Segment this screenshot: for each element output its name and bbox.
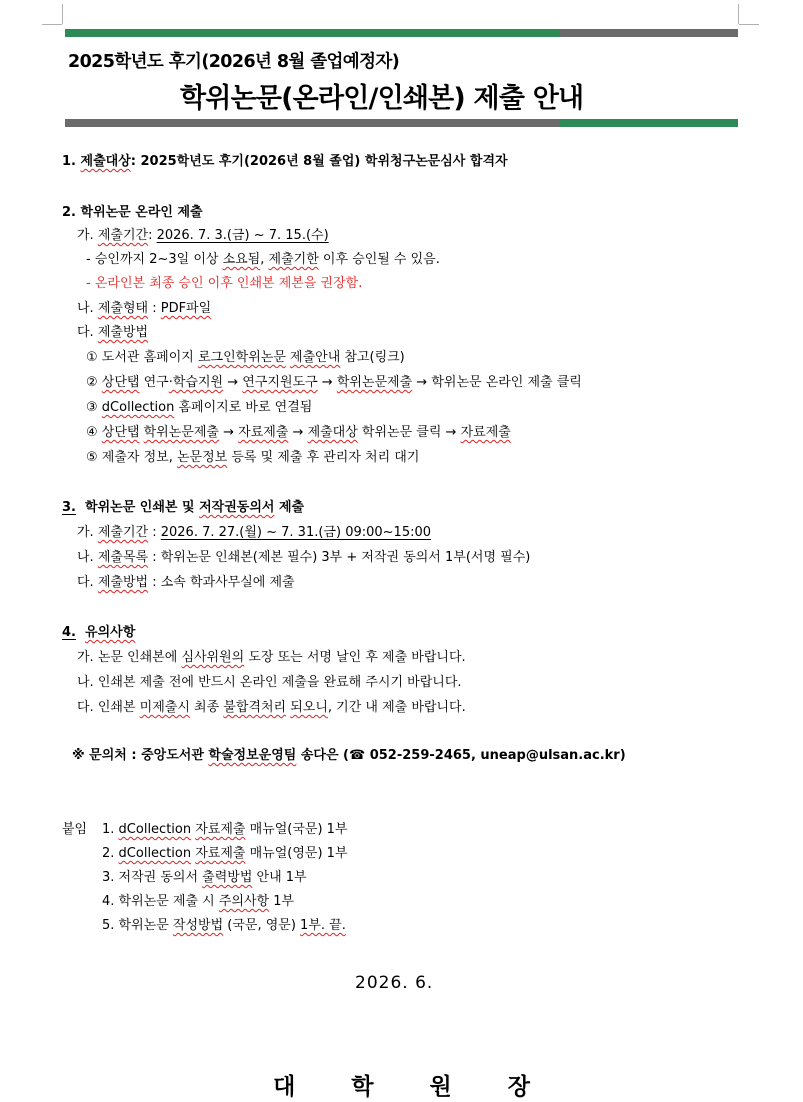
contact-text: 송다은 ( [296, 748, 349, 763]
step-text: 상단탭 [101, 375, 140, 390]
attachment-text: 주의사항 [218, 894, 270, 909]
crop-mark [42, 24, 62, 25]
step-text: ⑤ 제출자 정보, [86, 450, 177, 465]
online-form-value: PDF파일 [160, 301, 212, 316]
heading-text: 제출 [274, 500, 305, 515]
notice-item-2: 나. 인쇄본 제출 전에 반드시 온라인 제출을 완료해 주시기 바랍니다. [77, 675, 462, 690]
online-period-value: 2026. 7. 3.(금) ~ 7. 15.(수) [156, 228, 329, 243]
step-text: 연구지원도구 [242, 375, 318, 390]
attachment-item-4 [102, 890, 294, 909]
step-text: → [223, 375, 243, 390]
contact-phone-email: 052-259-2465, uneap@ulsan.ac.kr) [365, 748, 626, 763]
attachment-label: 붙임 [62, 822, 88, 837]
attachment-text: 3. 저작권 동의서 [102, 870, 203, 885]
method-step-5 [86, 446, 419, 465]
header-bar-top-green [65, 29, 560, 37]
print-method-row [77, 571, 295, 590]
crop-mark [739, 24, 759, 25]
method-step-1 [86, 346, 405, 365]
note-text: 소요됨 [222, 252, 261, 267]
signature-char: 장 [507, 1073, 530, 1100]
signature-char: 원 [429, 1073, 452, 1100]
item-prefix: 다. [77, 575, 94, 590]
attachment-text: 자료제출 [195, 846, 246, 861]
notice-text: 도장 또는 서명 날인 후 제출 바랍니다. [244, 650, 466, 665]
online-period-label: 제출기간 [97, 228, 149, 243]
step-text: → [218, 425, 239, 440]
attachment-item-5 [102, 914, 346, 933]
heading-text: 저작권동의서 [199, 500, 275, 515]
separator: : [148, 301, 161, 316]
step-text: dCollection [101, 400, 175, 415]
notice-text: 불합격처리 [223, 700, 287, 715]
step-text: 연구 [139, 375, 169, 390]
attachment-text: 안내 1부 [252, 870, 307, 885]
document-title: 학위논문(온라인/인쇄본) 제출 안내 [180, 83, 584, 114]
notice-text: 가. 논문 인쇄본에 [77, 650, 182, 665]
attachment-text: 자료제출 [195, 822, 246, 837]
attachment-text: 출력방법 [202, 870, 253, 885]
signature-char: 학 [351, 1073, 374, 1100]
attachment-text: 매뉴얼(영문) 1부 [245, 846, 348, 861]
note-text: , [260, 252, 269, 267]
attachment-text: 4. 학위논문 제출 시 [102, 894, 219, 909]
crop-mark [62, 4, 63, 24]
attachment-text: dCollection [118, 846, 192, 861]
section-3-number: 3. [62, 500, 76, 515]
method-step-3 [86, 396, 312, 415]
item-prefix: 나. [77, 550, 94, 565]
step-text: → [317, 375, 337, 390]
section-1-number: 1. [62, 154, 76, 169]
online-period-row: 가. 제출기간: 2026. 7. 3.(금) ~ 7. 15.(수) [77, 228, 329, 243]
step-text: ·학습지원 [168, 375, 224, 390]
header-bar-top-gray [560, 29, 738, 37]
step-text: 학위논문 클릭 → [357, 425, 461, 440]
notice-text: , 기간 내 제출 바랍니다. [327, 700, 466, 715]
notice-item-3 [77, 696, 466, 715]
attachment-text: 1부. 끝. [300, 918, 346, 933]
target-text: : 2025학년도 후기(2026년 8월 졸업) 학위청구논문심사 합격자 [130, 154, 508, 169]
method-step-4 [86, 421, 511, 440]
target-label: 제출대상 [80, 154, 131, 169]
attachment-item-3 [102, 866, 307, 885]
print-method-label: 제출방법 [97, 575, 149, 590]
print-period-label: 제출기간 [97, 525, 149, 540]
signature-block [0, 1068, 803, 1101]
print-method-value: : 소속 학과사무실에 제출 [148, 575, 295, 590]
header-bar-bottom-green [560, 119, 738, 127]
attachment-text: 작성방법 [172, 918, 224, 933]
method-step-2 [86, 371, 582, 390]
step-text: → [288, 425, 308, 440]
attachment-text: dCollection [118, 822, 192, 837]
online-method-row [77, 321, 148, 340]
step-text: 상단탭 [101, 425, 140, 440]
step-text: 자료제출 [460, 425, 511, 440]
item-prefix: 나. [77, 301, 94, 316]
heading-text: 학위논문 인쇄본 및 [85, 500, 200, 515]
step-text: 자료제출 [238, 425, 289, 440]
document-date: 2026. 6. [355, 973, 434, 993]
step-text: 참고(링크) [340, 350, 405, 365]
online-method-label: 제출방법 [97, 325, 149, 340]
note-text: - 승인까지 2~3일 이상 [86, 252, 223, 267]
print-list-row [77, 546, 530, 565]
item-prefix: 다. [77, 325, 94, 340]
online-note-2: - 온라인본 최종 승인 이후 인쇄본 제본을 권장함. [86, 276, 363, 291]
step-text: 홈페이지로 바로 연결됨 [174, 400, 313, 415]
step-text: ③ [86, 400, 102, 415]
attachment-text: (국문, 영문) [223, 918, 301, 933]
section-2-heading: 2. 학위논문 온라인 제출 [62, 205, 203, 220]
attachment-text: 1. [102, 822, 119, 837]
section-3-heading [62, 496, 304, 515]
online-form-label: 제출형태 [97, 301, 149, 316]
step-text: 학위논문제출 [336, 375, 413, 390]
step-text: ① 도서관 홈페이지 [86, 350, 198, 365]
step-text: ④ [86, 425, 102, 440]
notice-item-1 [77, 646, 466, 665]
document-subtitle: 2025학년도 후기(2026년 8월 졸업예정자) [68, 52, 400, 72]
step-text: 제출대상 [307, 425, 358, 440]
section-4-title: 유의사항 [85, 625, 136, 640]
attachment-text: 2. [102, 846, 119, 861]
contact-team: 학술정보운영팀 [208, 748, 297, 763]
section-4-heading [62, 621, 135, 640]
phone-icon: ☎ [348, 748, 366, 763]
print-period-value: 2026. 7. 27.(월) ~ 7. 31.(금) 09:00~15:00 [160, 525, 432, 540]
item-prefix: 가. [77, 228, 94, 243]
notice-text: 다. 인쇄본 [77, 700, 140, 715]
online-form-row [77, 297, 211, 316]
crop-mark [738, 4, 739, 24]
notice-text: 최종 [189, 700, 224, 715]
step-text: 로그인학위논문 [197, 350, 286, 365]
attachment-text: 5. 학위논문 [102, 918, 173, 933]
section-1-target [62, 150, 508, 169]
step-text: 논문정보 [176, 450, 228, 465]
contact-line [72, 744, 626, 763]
step-text: 학위논문제출 [143, 425, 219, 440]
attachment-item-2 [102, 842, 348, 861]
print-list-label: 제출목록 [97, 550, 149, 565]
separator: : [148, 525, 161, 540]
step-text: → 학위논문 온라인 제출 클릭 [412, 375, 582, 390]
print-list-value: : 학위논문 인쇄본(제본 필수) 3부 + 저작권 동의서 1부(서명 필수) [148, 550, 531, 565]
notice-text: 심사위원의 [181, 650, 245, 665]
signature-char: 대 [273, 1073, 296, 1100]
contact-text: ※ 문의처 : 중앙도서관 [72, 748, 209, 763]
item-prefix: 가. [77, 525, 94, 540]
note-text: 제출기한 [268, 252, 319, 267]
attachment-item-1 [102, 818, 348, 837]
print-period-row [77, 521, 431, 540]
step-text: 제출안내 [290, 350, 341, 365]
step-text: ② [86, 375, 102, 390]
notice-text: 되오니 [290, 700, 328, 715]
notice-text: 미제출시 [139, 700, 190, 715]
step-text: 등록 및 제출 후 관리자 처리 대기 [227, 450, 420, 465]
online-note-1 [86, 248, 440, 267]
section-4-number: 4. [62, 625, 76, 640]
attachment-text: 1부 [269, 894, 295, 909]
attachment-text: 매뉴얼(국문) 1부 [245, 822, 348, 837]
header-bar-bottom-gray [65, 119, 560, 127]
note-text: 이후 승인될 수 있음. [318, 252, 440, 267]
